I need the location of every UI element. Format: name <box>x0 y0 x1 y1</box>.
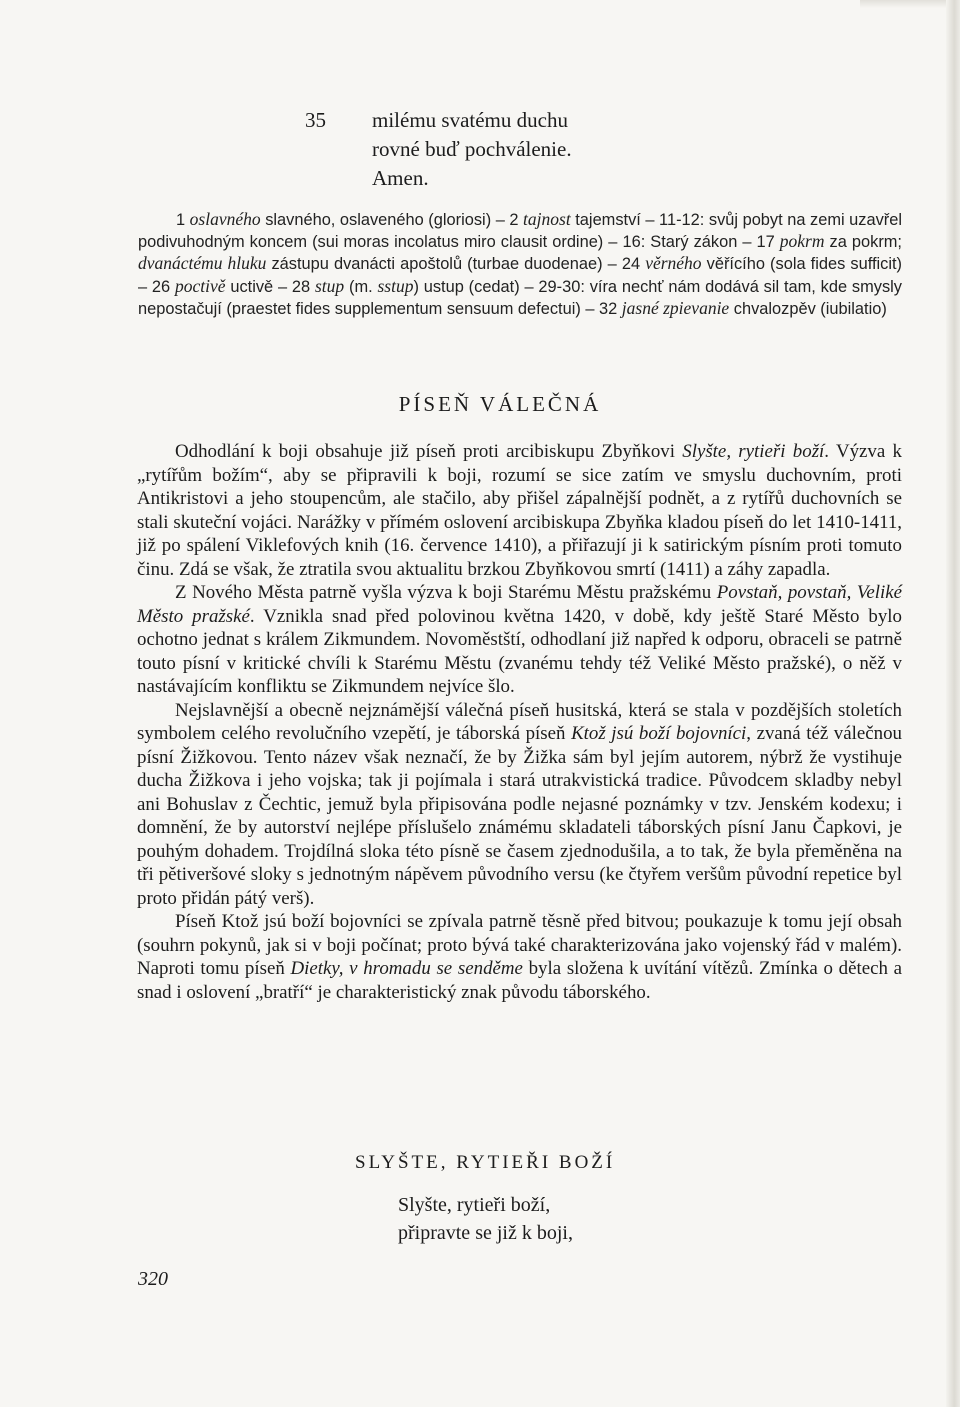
section-heading: PÍSEŇ VÁLEČNÁ <box>398 392 602 416</box>
text-run: chvalozpěv (iubilatio) <box>729 299 887 318</box>
song-verse <box>398 1191 573 1247</box>
italic-text: tajnost <box>523 209 571 229</box>
text-run: věřícího (sola fides sufficit) – 26 <box>138 255 902 296</box>
text-run: uctivě – 28 <box>225 277 315 296</box>
text-run: (m. <box>344 277 378 296</box>
commentary-text <box>137 440 902 1004</box>
text-run: tajemství – 11-12: svůj pobyt na zemi uzavřel podivuhodným koncem (sui moras incolatus miro clausit ordine) – 16: Starý zákon – 17 <box>138 211 903 252</box>
italic-text: Ktož jsú boží bojovníci <box>571 723 747 744</box>
italic-text: Dietky, v hromadu se senděme <box>290 958 523 979</box>
text-run: slavného, oslaveného (gloriosi) – 2 <box>260 211 524 229</box>
commentary-paragraph <box>137 440 902 581</box>
italic-text: oslavného <box>189 209 261 229</box>
text-run: . Výzva k „rytířům božím“, aby se připravili k boji, rozumí se sice zatím ve smyslu duchovním, proti Antikristovi a jeho stoupencům, ale stačilo, aby přišel zápalnější podnět, a z rytířů duchovních se stali skuteční vojáci. Narážky v přímém oslovení arcibiskupa Zbyňka kladou píseň do let 1410-1411, již po spálení Viklefových knih (16. července 1410), a přiřazují ji k satirickým písním proti tomuto činu. Zdá se však, že ztratila svou aktualitu brzkou Zbyňkovou smrtí (1411) a záhy zapadla. <box>137 441 902 580</box>
italic-text: jasné zpievanie <box>621 297 730 318</box>
explanatory-notes <box>138 209 902 320</box>
text-run: ) ustup (cedat) – 29-30: víra nechť nám dodává sil tam, kde smysly nepostačují (praestet fides supplementum sensuum defectui) – 32 <box>138 277 902 318</box>
text-run: zástupu dvanácti apoštolů (turbae duodenae) – 24 <box>266 255 646 274</box>
song-line: Slyšte, rytieři boží, <box>398 1194 551 1216</box>
italic-text: pokrm <box>779 231 825 252</box>
verse-line-number: 35 <box>305 108 326 132</box>
notes-paragraph <box>138 209 902 320</box>
verse-ending <box>305 106 572 193</box>
italic-text: věrného <box>645 253 702 274</box>
text-run: 1 <box>176 211 190 229</box>
commentary-paragraph <box>137 581 902 699</box>
text-run: Nejslavnější a obecně nejznámější válečná píseň husitská, která se stala v pozdějších stoletích symbolem celého revolučního vzepětí, je táborská píseň <box>137 699 902 744</box>
italic-text: Slyšte, rytieři boží <box>682 441 825 462</box>
song-title: SLYŠTE, RYTIEŘI BOŽÍ <box>355 1152 616 1173</box>
text-run: byla složena k uvítání vítězů. Zmínka o dětech a snad i oslovení „bratří“ je charakteristický znak původu táborského. <box>137 958 902 1003</box>
song-line: připravte se již k boji, <box>398 1222 573 1244</box>
page-number: 320 <box>138 1268 168 1290</box>
text-run: Píseň Ktož jsú boží bojovníci se zpívala patrně těsně před bitvou; poukazuje k tomu její obsah (souhrn pokynů, jak si v boji počínat; proto bývá také charakterizována jako vojenský řád v malém). Naproti tomu píseň <box>137 911 902 979</box>
text-run: za pokrm; <box>824 233 902 252</box>
page-edge-shadow-top <box>860 0 960 8</box>
commentary-paragraph <box>137 699 902 911</box>
italic-text: sstup <box>377 275 414 296</box>
verse-line: rovné buď pochválenie. <box>372 137 572 161</box>
verse-line: milému svatému duchu <box>372 108 568 132</box>
italic-text: dvanáctému hluku <box>138 253 267 274</box>
page-edge-shadow-right <box>946 0 960 1407</box>
commentary-paragraph <box>137 910 902 1004</box>
verse-line: Amen. <box>372 166 429 190</box>
text-run: , zvaná též válečnou písní Žižkovou. Tento název však neznačí, že by Žižka sám byl jejím autorem, nýbrž že vystihuje ducha Žižkova i jeho vojska; tak ji pojímala i stará utrakvistická tradice. Původcem skladby nebyl ani Bohuslav z Čechtic, jemuž byla připisována podle nejasné poznámky v tzv. Jenském kodexu; i domnění, že by autorství nejlépe příslušelo známému skladateli táborských písní Janu Čapkovi, je pouhým dohadem. Trojdílná sloka této písně se časem zjednodušila, a to tak, že byla přeměněna na tři pětiveršové sloky s jednotným nápěvem původního versu (ke čtyřem veršům původní repetice byl proto přidán pátý verš). <box>137 723 902 909</box>
italic-text: poctivě <box>175 275 226 296</box>
text-run: Z Nového Města patrně vyšla výzva k boji Starému Městu pražskému <box>175 582 717 603</box>
text-run: Odhodlání k boji obsahuje již píseň proti arcibiskupu Zbyňkovi <box>175 441 683 462</box>
italic-text: Povstaň, povstaň, Veliké Město pražské <box>137 582 902 627</box>
text-run: . Vznikla snad před polovinou května 1420, v době, kdy ještě Staré Město bylo ochotno jednat s králem Zikmundem. Novoměstští, odhodlaní již napřed k odporu, obraceli se patrně touto písní v kritické chvíli k Starému Městu (zvanému tehdy též Veliké Město pražské), o něž v nastávajícím konfliktu se Zikmundem nejvíce šlo. <box>137 605 902 697</box>
italic-text: stup <box>314 275 345 296</box>
